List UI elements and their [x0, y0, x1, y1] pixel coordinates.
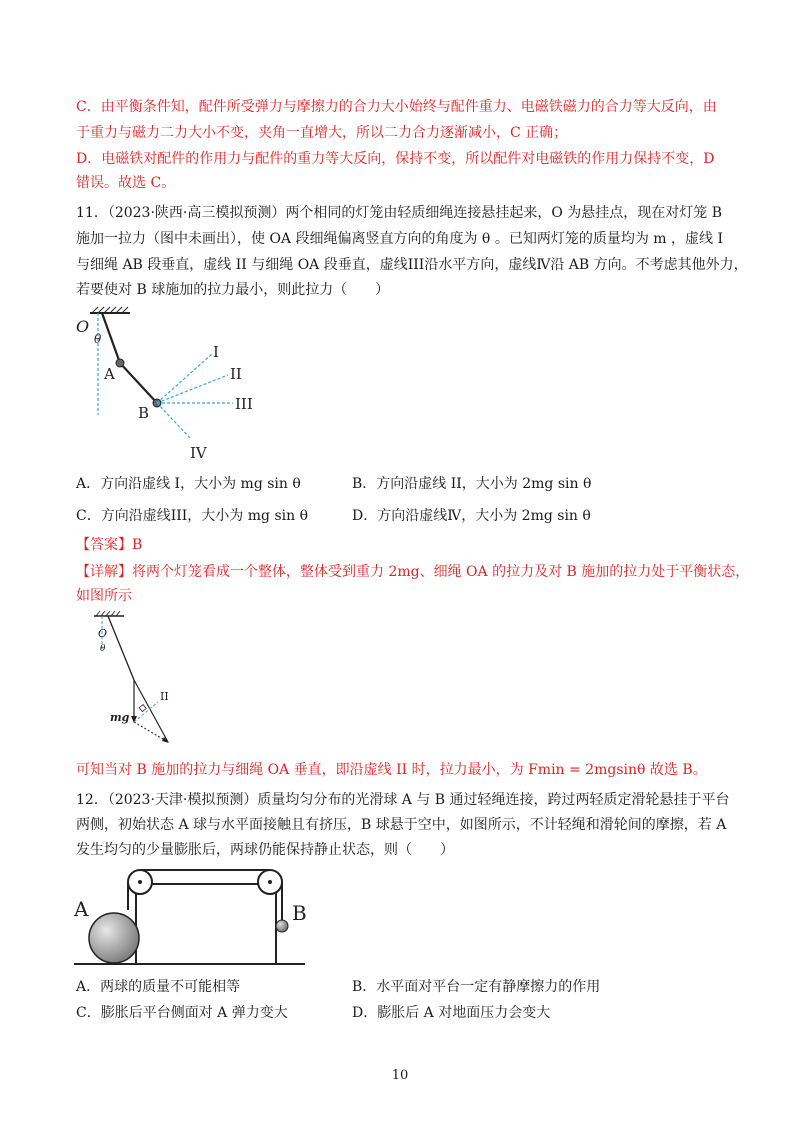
q11-answer: 【答案】B	[76, 537, 143, 553]
platform	[136, 884, 276, 964]
label-mg: mg	[110, 711, 130, 724]
q11-option-c: C．方向沿虚线III，大小为 mg sin θ	[76, 508, 308, 524]
q11-detail-line1: 【详解】将两个灯笼看成一个整体，整体受到重力 2mg、细绳 OA 的拉力及对 B 施加的拉力处于平衡状态，	[76, 564, 750, 580]
q11-text-line3: 与细绳 AB 段垂直，虚线 II 与细绳 OA 段垂直，虚线III沿水平方向，虚线Ⅳ沿 AB 方向。不考虑其他外力，	[76, 257, 748, 273]
q12-text-line1: 12．（2023·天津·模拟预测）质量均匀分布的光滑球 A 与 B 通过轻绳连接，跨过两轻质定滑轮悬挂于平台	[76, 792, 730, 808]
prev-answer-d-line2: 错误。故选 C。	[76, 175, 176, 191]
label-a: A	[74, 897, 89, 921]
q12-text-line2: 两侧，初始状态 A 球与水平面接触且有挤压，B 球悬于空中，如图所示，不计轻绳和滑轮间的摩擦，若 A	[76, 817, 727, 833]
label-o: O	[98, 627, 108, 640]
q12-option-a: A．两球的质量不可能相等	[76, 979, 241, 995]
label-ii: II	[230, 365, 242, 383]
label-ii: II	[160, 690, 169, 703]
page-number: 10	[391, 1068, 409, 1083]
q12-text-line3: 发生均匀的少量膨胀后，两球仍能保持静止状态，则（ ）	[76, 842, 454, 858]
ball-b	[276, 920, 288, 932]
dashed-line-ii	[134, 702, 158, 722]
lantern-a	[116, 359, 124, 367]
q11-detail-line2: 如图所示	[76, 588, 132, 604]
label-iii: III	[235, 395, 253, 413]
label-b: B	[292, 901, 307, 925]
q11-option-b: B．方向沿虚线 II，大小为 2mg sin θ	[352, 476, 592, 492]
prev-answer-c-line2: 于重力与磁力二力大小不变，夹角一直增大，所以二力合力逐渐减小，C 正确；	[76, 125, 568, 141]
q12-pulley-diagram	[70, 862, 310, 972]
q11-text-line2: 施加一拉力（图中未画出），使 OA 段细绳偏离竖直方向的角度为 θ 。已知两灯笼的质量均为 m ，虚线 I	[76, 231, 723, 247]
label-theta: θ	[94, 332, 102, 346]
string-ab	[120, 363, 157, 403]
q11-text-line1: 11．（2023·陕西·高三模拟预测）两个相同的灯笼由轻质细绳连接悬挂起来，O 为悬挂点，现在对灯笼 B	[76, 205, 723, 221]
prev-answer-c-line1: C．由平衡条件知，配件所受弹力与摩擦力的合力大小始终与配件重力、电磁铁磁力的合力等大反向，由	[76, 99, 717, 115]
dashed-line-ii	[157, 375, 228, 403]
label-a: A	[104, 365, 115, 383]
prev-answer-d-line1: D．电磁铁对配件的作用力与配件的重力等大反向，保持不变，所以配件对电磁铁的作用力保持不变，D	[76, 151, 715, 167]
q12-option-d: D．膨胀后 A 对地面压力会变大	[352, 1005, 551, 1021]
dashed-line-i	[157, 353, 213, 403]
label-i: I	[213, 343, 219, 361]
q11-option-a: A．方向沿虚线 I，大小为 mg sin θ	[76, 476, 301, 492]
label-o: O	[76, 317, 90, 336]
string-oa	[102, 313, 120, 363]
ball-a	[89, 913, 139, 963]
q12-option-b: B．水平面对平台一定有静摩擦力的作用	[352, 979, 601, 995]
string-oa	[108, 616, 134, 680]
dashed-line-iv	[157, 403, 190, 438]
q11-force-diagram	[90, 610, 200, 755]
q11-option-d: D．方向沿虚线Ⅳ，大小为 2mg sin θ	[352, 508, 591, 524]
label-b: B	[138, 404, 150, 422]
q11-conclusion: 可知当对 B 施加的拉力与细绳 OA 垂直，即沿虚线 II 时，拉力最小，为 Fmin = 2mgsinθ 故选 B。	[76, 762, 707, 778]
q11-lantern-diagram	[70, 305, 270, 465]
label-theta: θ	[100, 644, 106, 654]
right-angle-mark	[139, 705, 146, 712]
q11-text-line4: 若要使对 B 球施加的拉力最小，则此拉力（ ）	[76, 282, 390, 298]
q12-option-c: C．膨胀后平台侧面对 A 弹力变大	[76, 1005, 288, 1021]
label-iv: IV	[190, 444, 207, 462]
